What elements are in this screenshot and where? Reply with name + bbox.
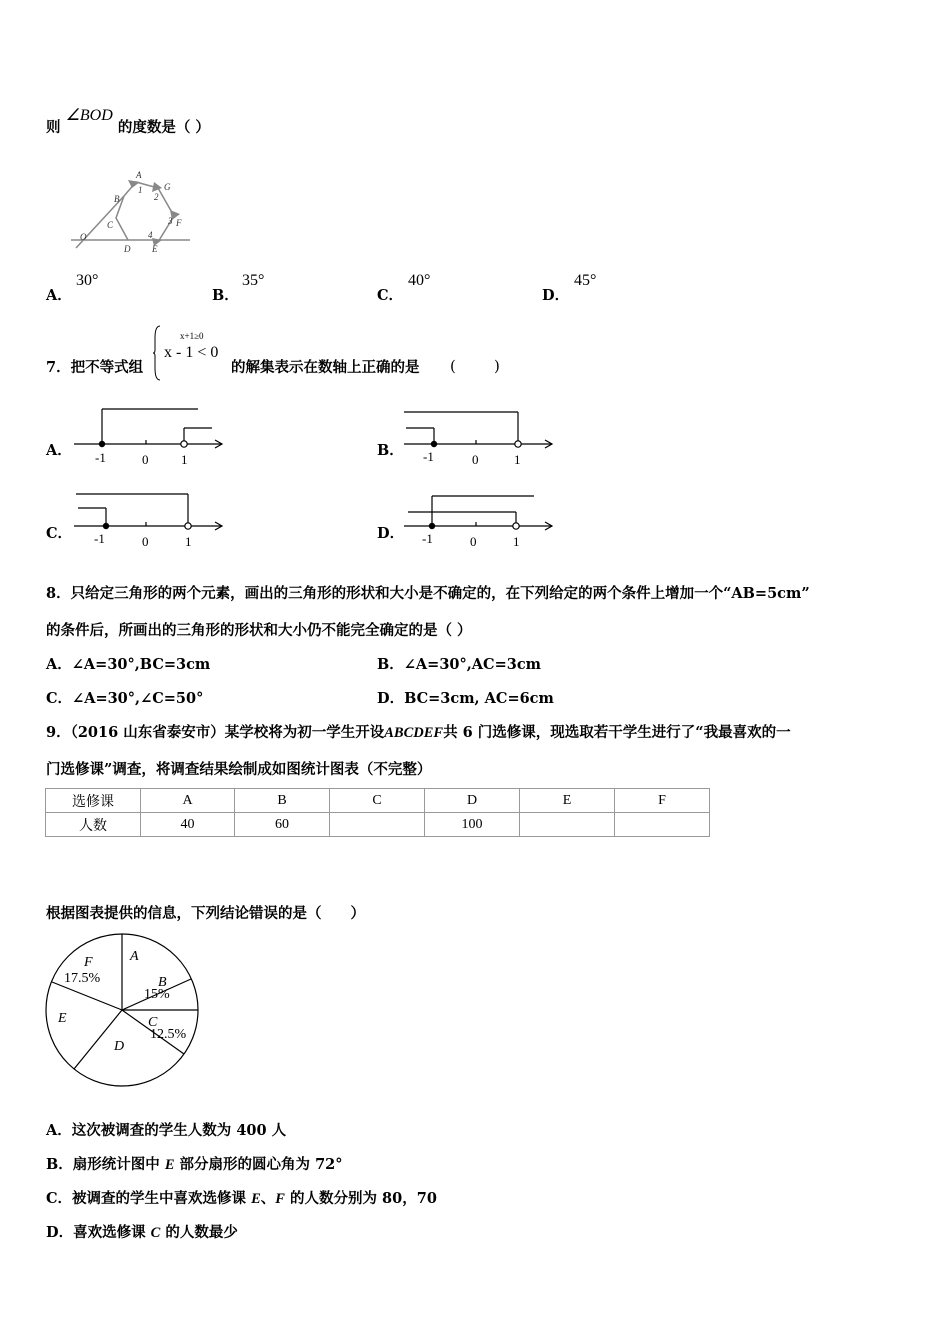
q9-course-letters: ABCDEF [384, 725, 444, 741]
q6-label-e: E [152, 244, 158, 253]
table-cell: 100 [425, 813, 520, 837]
q7-prefix: 7．把不等式组 [46, 359, 144, 376]
q9-pie-label-b-pct: 15% [144, 987, 170, 1002]
table-row [46, 813, 710, 837]
q6-label-f: F [176, 218, 182, 228]
q7-suffix: 的解集表示在数轴上正确的是 [231, 359, 420, 376]
q9-option-a[interactable]: A．这次被调查的学生人数为 400 人 [46, 1122, 287, 1139]
q7-system-bottom: x - 1 < 0 [164, 344, 219, 361]
q6-option-c[interactable]: C． [377, 287, 404, 304]
table-cell: E [520, 789, 615, 813]
table-cell: D [425, 789, 520, 813]
q7-c-tick-neg1: -1 [94, 531, 105, 546]
q7-option-c[interactable]: C． [46, 525, 73, 542]
q8-line1: 8．只给定三角形的两个元素，画出的三角形的形状和大小是不确定的，在下列给定的两个条件上增加一个“AB=5cm” [46, 585, 810, 602]
q6-suffix: 的度数是（ ） [117, 119, 210, 136]
q7-d-tick-1: 1 [513, 534, 520, 549]
q7-answer-paren: ( ) [450, 357, 500, 375]
q7-a-tick-neg1: -1 [95, 450, 106, 465]
q9-prompt: 根据图表提供的信息，下列结论错误的是（ ） [46, 905, 365, 922]
q7-numberline-d [400, 486, 560, 550]
q7-b-tick-0: 0 [472, 452, 479, 467]
q9-pie-chart [44, 932, 204, 1092]
q8-option-a[interactable]: A．∠A=30°,BC=3cm [46, 656, 211, 673]
q6-option-b[interactable]: B． [212, 287, 239, 304]
q6-arrow-g [152, 182, 162, 192]
q8-option-c-text: ∠A=30°,∠C=50° [72, 690, 204, 707]
q7-b-tick-neg1: -1 [423, 449, 434, 464]
table-cell [520, 813, 615, 837]
q9-pie-divider [52, 982, 122, 1010]
q6-prefix: 则 [46, 119, 61, 136]
q9-option-a-text: 这次被调查的学生人数为 400 人 [71, 1122, 287, 1139]
table-cell: A [141, 789, 235, 813]
q9-pie-label-d: D [114, 1039, 125, 1054]
q7-b-tick-1: 1 [514, 452, 521, 467]
q8-option-b[interactable]: B．∠A=30°,AC=3cm [377, 656, 541, 673]
q7-a-tick-1: 1 [181, 452, 188, 467]
table-cell: F [615, 789, 710, 813]
q6-label-1: 1 [138, 185, 143, 195]
q6-option-a-value: 30° [76, 272, 99, 289]
q6-label-2: 2 [154, 192, 159, 202]
q9-line1: 9．（2016 山东省泰安市）某学校将为初一学生开设ABCDEF共 6 门选修课，现选取若干学生进行了“我最喜欢的一 [46, 724, 791, 741]
table-cell [615, 813, 710, 837]
table-cell: 选修课 [46, 789, 141, 813]
q9-line2: 门选修课”调查，将调查结果绘制成如图统计图表（不完整） [46, 761, 432, 778]
q9-option-c[interactable]: C．被调查的学生中喜欢选修课 E、F 的人数分别为 80，70 [46, 1190, 437, 1207]
q6-option-c-value: 40° [408, 272, 431, 289]
q8-option-b-text: ∠A=30°,AC=3cm [403, 656, 541, 673]
q8-option-d-text: BC=3cm, AC=6cm [404, 690, 554, 707]
table-cell: 40 [141, 813, 235, 837]
q6-option-d-value: 45° [574, 272, 597, 289]
table-cell [330, 813, 425, 837]
table-cell: B [235, 789, 330, 813]
q6-label-c: C [107, 220, 114, 230]
q7-option-a[interactable]: A． [46, 442, 72, 459]
q7-d-tick-neg1: -1 [422, 531, 433, 546]
q6-label-g: G [164, 182, 171, 192]
q6-label-b: B [114, 194, 120, 204]
table-cell: C [330, 789, 425, 813]
q7-a-tick-0: 0 [142, 452, 149, 467]
q9-pie-label-c: C [148, 1015, 158, 1030]
q8-option-d[interactable]: D．BC=3cm, AC=6cm [377, 690, 554, 707]
q7-system-top: x+1≥0 [180, 331, 204, 341]
q6-option-b-value: 35° [242, 272, 265, 289]
q9-pie-label-c-pct: 12.5% [150, 1027, 187, 1042]
q6-prompt [46, 107, 210, 137]
q9-pie-label-f-pct: 17.5% [64, 971, 101, 986]
q8-option-a-text: ∠A=30°,BC=3cm [71, 656, 211, 673]
table-row [46, 789, 710, 813]
q8-line2: 的条件后，所画出的三角形的形状和大小仍不能完全确定的是（ ） [46, 622, 472, 639]
q7-d-tick-0: 0 [470, 534, 477, 549]
q7-numberline-b [400, 404, 560, 468]
q6-label-d: D [124, 244, 131, 253]
q7-c-tick-1: 1 [185, 534, 192, 549]
q7-option-b[interactable]: B． [377, 442, 404, 459]
table-cell: 人数 [46, 813, 141, 837]
q7-brace [152, 324, 162, 382]
q7-option-d[interactable]: D． [377, 525, 405, 542]
q6-angle: ∠BOD [65, 107, 113, 124]
q9-pie-label-e: E [58, 1011, 67, 1026]
q6-option-d[interactable]: D． [542, 287, 570, 304]
q6-polygon-figure [66, 168, 196, 253]
q8-option-c[interactable]: C．∠A=30°,∠C=50° [46, 690, 204, 707]
q9-pie-label-b: B [158, 975, 167, 990]
q6-option-a[interactable]: A． [46, 287, 72, 304]
q7-numberline-a [70, 404, 230, 468]
q6-label-o: O [80, 232, 87, 242]
q6-label-3: 3 [168, 216, 173, 226]
q7-c-tick-0: 0 [142, 534, 149, 549]
q6-label-a: A [136, 170, 142, 180]
q9-stat-table [45, 788, 710, 837]
table-cell: 60 [235, 813, 330, 837]
q9-pie-label-f: F [84, 955, 93, 970]
q9-option-d[interactable]: D．喜欢选修课 C 的人数最少 [46, 1224, 238, 1241]
q7-numberline-c [70, 486, 230, 550]
q6-label-4: 4 [148, 230, 153, 240]
q9-pie-label-a: A [130, 949, 139, 964]
q9-option-b[interactable]: B．扇形统计图中 E 部分扇形的圆心角为 72° [46, 1156, 343, 1173]
